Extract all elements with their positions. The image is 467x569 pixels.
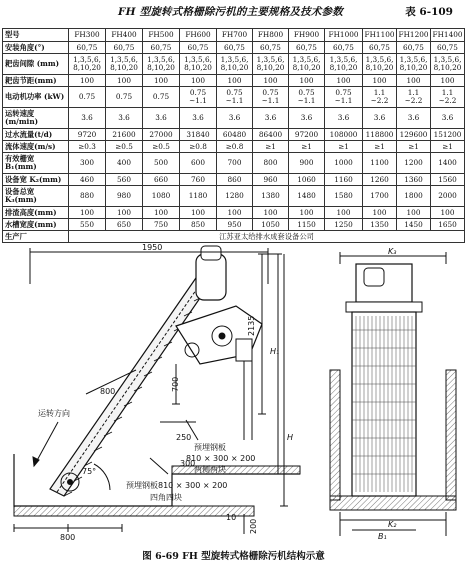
table-cell: 100 xyxy=(69,75,106,87)
table-cell: 3.6 xyxy=(217,108,253,129)
table-cell: 100 xyxy=(253,207,289,219)
row-label: 流体速度(m/s) xyxy=(3,141,69,153)
table-row xyxy=(3,42,465,54)
table-cell: 1400 xyxy=(431,153,465,174)
manufacturer-label: 生产厂 xyxy=(3,231,69,243)
table-cell: 1060 xyxy=(289,174,325,186)
table-cell: 100 xyxy=(431,75,465,87)
table-cell: 60,75 xyxy=(253,42,289,54)
manufacturer-name: 江苏亚太给排水成套设备公司 xyxy=(69,231,465,243)
table-cell: 3.6 xyxy=(180,108,217,129)
dim-k2: K₂ xyxy=(388,520,397,529)
table-cell: 151200 xyxy=(431,129,465,141)
label-plate-2a: 预埋钢板810 × 300 × 200 xyxy=(126,481,228,490)
table-title: FH 型旋转式格栅除污机的主要规格及技术参数 xyxy=(118,6,343,18)
table-cell: 1260 xyxy=(363,174,397,186)
header-cell: FH1000 xyxy=(325,29,363,42)
dim-h1: H₁ xyxy=(270,347,280,356)
table-cell: 1000 xyxy=(325,153,363,174)
table-cell: 1080 xyxy=(143,186,180,207)
table-cell: 3.6 xyxy=(143,108,180,129)
label-plate-2b: 四角四块 xyxy=(150,493,182,502)
table-cell: 108000 xyxy=(325,129,363,141)
table-cell: 1150 xyxy=(289,219,325,231)
dim-2135: 2135 xyxy=(247,315,256,336)
table-row xyxy=(3,54,465,75)
table-cell: 1.1 ~2.2 xyxy=(397,87,431,108)
row-label: 耙齿间隙 (mm) xyxy=(3,54,69,75)
dim-h: H xyxy=(287,433,294,442)
table-cell: 1050 xyxy=(253,219,289,231)
header-cell: FH800 xyxy=(253,29,289,42)
table-cell: 1,3,5,6, 8,10,20 xyxy=(431,54,465,75)
row-label: 设备总宽 K₃(mm) xyxy=(3,186,69,207)
table-cell: 660 xyxy=(143,174,180,186)
table-cell: 100 xyxy=(325,207,363,219)
table-cell: 60,75 xyxy=(289,42,325,54)
table-cell: 31840 xyxy=(180,129,217,141)
table-cell: 100 xyxy=(69,207,106,219)
table-cell: 550 xyxy=(69,219,106,231)
table-cell: 3.6 xyxy=(397,108,431,129)
table-cell: 0.75 ~1.1 xyxy=(325,87,363,108)
table-cell: 1,3,5,6, 8,10,20 xyxy=(289,54,325,75)
table-cell: 300 xyxy=(69,153,106,174)
header-cell: FH300 xyxy=(69,29,106,42)
table-row xyxy=(3,141,465,153)
table-cell: 760 xyxy=(180,174,217,186)
table-cell: 0.75 ~1.1 xyxy=(253,87,289,108)
figure-caption: 图 6-69 FH 型旋转式格栅除污机结构示意 xyxy=(142,551,325,562)
table-cell: 1180 xyxy=(180,186,217,207)
table-cell: 1350 xyxy=(363,219,397,231)
dim-75-angle: 75° xyxy=(82,467,97,476)
table-cell: 1560 xyxy=(431,174,465,186)
table-cell: 3.6 xyxy=(363,108,397,129)
table-cell: 118800 xyxy=(363,129,397,141)
table-cell: 100 xyxy=(106,75,143,87)
table-row xyxy=(3,153,465,174)
table-cell: 0.75 xyxy=(106,87,143,108)
table-cell: 97200 xyxy=(289,129,325,141)
table-cell: 60,75 xyxy=(397,42,431,54)
label-plate-1c: 两侧两块 xyxy=(194,465,226,474)
table-cell: 100 xyxy=(106,207,143,219)
table-cell: 1650 xyxy=(431,219,465,231)
table-cell: 1,3,5,6, 8,10,20 xyxy=(217,54,253,75)
table-cell: 100 xyxy=(180,75,217,87)
table-cell: 1380 xyxy=(253,186,289,207)
spec-table-body xyxy=(3,29,465,243)
table-cell: 9720 xyxy=(69,129,106,141)
table-cell: 60,75 xyxy=(217,42,253,54)
table-cell: 700 xyxy=(217,153,253,174)
table-title-bar xyxy=(0,4,467,22)
dim-k3: K₃ xyxy=(388,247,397,256)
label-plate-1a: 预埋钢板 xyxy=(194,443,226,452)
table-cell: 3.6 xyxy=(69,108,106,129)
table-row xyxy=(3,87,465,108)
table-cell: 960 xyxy=(253,174,289,186)
table-cell: 60,75 xyxy=(69,42,106,54)
table-cell: 3.6 xyxy=(289,108,325,129)
row-label: 有效栅宽 B₁(mm) xyxy=(3,153,69,174)
header-cell: FH1400 xyxy=(431,29,465,42)
table-cell: ≥1 xyxy=(431,141,465,153)
table-cell: 100 xyxy=(180,207,217,219)
spec-table xyxy=(2,28,465,243)
table-cell: 1360 xyxy=(397,174,431,186)
table-cell: 1580 xyxy=(325,186,363,207)
table-cell: 1100 xyxy=(363,153,397,174)
table-cell: ≥1 xyxy=(325,141,363,153)
table-cell: 100 xyxy=(363,75,397,87)
table-cell: ≥0.5 xyxy=(106,141,143,153)
table-row xyxy=(3,174,465,186)
header-cell: FH1100 xyxy=(363,29,397,42)
table-cell: 0.75 xyxy=(143,87,180,108)
table-cell: ≥1 xyxy=(289,141,325,153)
table-cell: 500 xyxy=(143,153,180,174)
table-cell: 60,75 xyxy=(180,42,217,54)
table-cell: 1450 xyxy=(397,219,431,231)
table-cell: ≥0.3 xyxy=(69,141,106,153)
table-cell: 100 xyxy=(325,75,363,87)
table-cell: 1,3,5,6, 8,10,20 xyxy=(143,54,180,75)
table-cell: 3.6 xyxy=(325,108,363,129)
row-label: 排渣高度(mm) xyxy=(3,207,69,219)
dim-800-bottom: 800 xyxy=(60,533,76,542)
table-cell: 560 xyxy=(106,174,143,186)
header-cell: FH400 xyxy=(106,29,143,42)
table-cell: 750 xyxy=(143,219,180,231)
table-cell: 0.75 ~1.1 xyxy=(289,87,325,108)
table-cell: ≥1 xyxy=(397,141,431,153)
table-cell: 86400 xyxy=(253,129,289,141)
table-cell: 1.1 ~2.2 xyxy=(431,87,465,108)
table-cell: 880 xyxy=(69,186,106,207)
table-cell: 129600 xyxy=(397,129,431,141)
table-cell: 900 xyxy=(289,153,325,174)
header-cell-model: 型号 xyxy=(3,29,69,42)
dim-800-incline: 800 xyxy=(100,387,116,396)
table-cell: 100 xyxy=(217,207,253,219)
table-cell: 60,75 xyxy=(325,42,363,54)
table-cell: 27000 xyxy=(143,129,180,141)
label-plate-1b: 810 × 300 × 200 xyxy=(186,454,256,463)
table-cell: 60480 xyxy=(217,129,253,141)
table-cell: 1700 xyxy=(363,186,397,207)
table-cell: 1250 xyxy=(325,219,363,231)
header-cell: FH700 xyxy=(217,29,253,42)
header-cell: FH600 xyxy=(180,29,217,42)
table-row xyxy=(3,108,465,129)
row-label: 过水流量(t/d) xyxy=(3,129,69,141)
table-cell: 60,75 xyxy=(143,42,180,54)
table-cell: 1,3,5,6, 8,10,20 xyxy=(253,54,289,75)
row-label: 耙齿节距(mm) xyxy=(3,75,69,87)
table-cell: 400 xyxy=(106,153,143,174)
table-row xyxy=(3,75,465,87)
table-cell: 100 xyxy=(289,75,325,87)
table-cell: 1,3,5,6, 8,10,20 xyxy=(325,54,363,75)
table-cell: 0.75 ~1.1 xyxy=(180,87,217,108)
table-cell: 460 xyxy=(69,174,106,186)
dim-10: 10 xyxy=(226,513,237,522)
table-cell: 100 xyxy=(217,75,253,87)
table-cell: 950 xyxy=(217,219,253,231)
row-label: 电动机功率 (kW) xyxy=(3,87,69,108)
table-cell: ≥1 xyxy=(363,141,397,153)
header-cell: FH900 xyxy=(289,29,325,42)
table-cell: 100 xyxy=(397,75,431,87)
dim-b1: B₁ xyxy=(378,532,387,541)
table-cell: 1,3,5,6, 8,10,20 xyxy=(69,54,106,75)
table-cell: 860 xyxy=(217,174,253,186)
table-cell: 980 xyxy=(106,186,143,207)
dim-300: 300 xyxy=(180,459,196,468)
table-cell: 60,75 xyxy=(106,42,143,54)
table-cell: 3.6 xyxy=(431,108,465,129)
header-row xyxy=(3,29,465,42)
table-cell: 3.6 xyxy=(253,108,289,129)
table-cell: 1200 xyxy=(397,153,431,174)
table-cell: 1,3,5,6, 8,10,20 xyxy=(106,54,143,75)
table-cell: 21600 xyxy=(106,129,143,141)
dim-700: 700 xyxy=(171,376,180,392)
table-cell: 3.6 xyxy=(106,108,143,129)
table-cell: 2000 xyxy=(431,186,465,207)
table-cell: 0.75 xyxy=(69,87,106,108)
row-label: 运转速度 (m/min) xyxy=(3,108,69,129)
table-cell: 1.1 ~2.2 xyxy=(363,87,397,108)
table-cell: 850 xyxy=(180,219,217,231)
manufacturer-row xyxy=(3,231,465,243)
table-cell: 600 xyxy=(180,153,217,174)
table-cell: 60,75 xyxy=(431,42,465,54)
table-cell: 100 xyxy=(143,75,180,87)
table-cell: 60,75 xyxy=(363,42,397,54)
structure-drawing-svg xyxy=(0,244,467,544)
row-label: 水槽宽度(mm) xyxy=(3,219,69,231)
table-cell: 800 xyxy=(253,153,289,174)
table-row xyxy=(3,219,465,231)
table-cell: 100 xyxy=(363,207,397,219)
table-cell: 100 xyxy=(289,207,325,219)
table-cell: 100 xyxy=(253,75,289,87)
header-cell: FH1200 xyxy=(397,29,431,42)
table-number: 表 6-109 xyxy=(405,6,453,18)
table-cell: ≥1 xyxy=(253,141,289,153)
table-cell: ≥0.8 xyxy=(217,141,253,153)
table-cell: 1,3,5,6, 8,10,20 xyxy=(397,54,431,75)
table-cell: 650 xyxy=(106,219,143,231)
table-cell: 1280 xyxy=(217,186,253,207)
table-cell: 1,3,5,6, 8,10,20 xyxy=(180,54,217,75)
dim-1950: 1950 xyxy=(142,244,163,252)
label-rotation: 运转方向 xyxy=(38,409,70,418)
row-label: 安装角度(°) xyxy=(3,42,69,54)
table-row xyxy=(3,129,465,141)
table-cell: 0.75 ~1.1 xyxy=(217,87,253,108)
table-cell: 1800 xyxy=(397,186,431,207)
table-row xyxy=(3,207,465,219)
table-cell: 1160 xyxy=(325,174,363,186)
table-cell: 100 xyxy=(431,207,465,219)
dim-250: 250 xyxy=(176,433,192,442)
table-cell: 1480 xyxy=(289,186,325,207)
row-label: 设备宽 K₂(mm) xyxy=(3,174,69,186)
table-cell: ≥0.8 xyxy=(180,141,217,153)
table-row xyxy=(3,186,465,207)
dim-200: 200 xyxy=(249,518,258,534)
table-cell: ≥0.5 xyxy=(143,141,180,153)
structure-drawing xyxy=(0,244,467,544)
header-cell: FH500 xyxy=(143,29,180,42)
table-cell: 100 xyxy=(397,207,431,219)
table-cell: 100 xyxy=(143,207,180,219)
table-cell: 1,3,5,6, 8,10,20 xyxy=(363,54,397,75)
